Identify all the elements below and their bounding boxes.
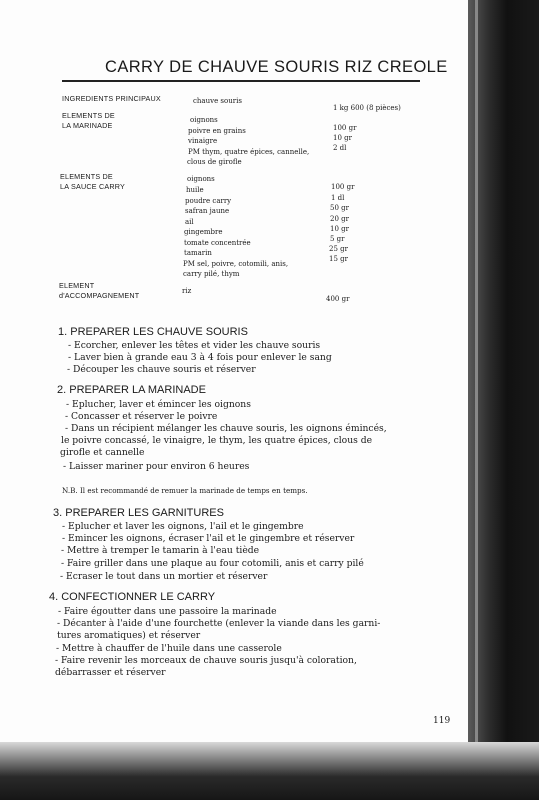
step-line: - Dans un récipient mélanger les chauve souris, les oignons émincés, [65, 423, 387, 434]
ingredient-item: carry pilé, thym [183, 270, 240, 278]
ingredient-qty: 10 gr [333, 134, 352, 142]
ingredient-qty: 1 dl [331, 194, 345, 202]
step-line: - Faire griller dans une plaque au four cotomili, anis et carry pilé [61, 558, 364, 569]
book-spine [468, 0, 539, 800]
ingredient-qty: 15 gr [329, 255, 348, 263]
step-line: - Laisser mariner pour environ 6 heures [63, 461, 250, 472]
step-line: - Faire égoutter dans une passoire la marinade [58, 606, 277, 617]
step-line: - Mettre à chauffer de l'huile dans une casserole [56, 643, 282, 654]
ingredient-qty: 1 kg 600 (8 pièces) [333, 104, 401, 112]
step-line: - Décanter à l'aide d'une fourchette (enlever la viande dans les garni- [57, 618, 381, 629]
section-label-sauce: ELEMENTS DE LA SAUCE CARRY [60, 172, 125, 191]
page-bottom-shadow [0, 742, 539, 800]
ingredient-item: PM sel, poivre, cotomili, anis, [183, 260, 289, 268]
step-line: - Faire revenir les morceaux de chauve souris jusqu'à coloration, [55, 655, 357, 666]
step-line: débarrasser et réserver [55, 667, 166, 678]
step-line: - Ecraser le tout dans un mortier et réserver [60, 571, 268, 582]
ingredient-item: chauve souris [193, 97, 242, 105]
step-line: - Mettre à tremper le tamarin à l'eau tiède [61, 545, 260, 556]
ingredient-item: tamarin [184, 249, 212, 257]
step-line: - Concasser et réserver le poivre [65, 411, 218, 422]
step-line: tures aromatiques) et réserver [57, 630, 201, 641]
ingredient-item: vinaigre [188, 137, 218, 145]
ingredient-item: riz [182, 287, 192, 295]
step-line: - Eplucher, laver et émincer les oignons [66, 399, 251, 410]
step-heading: 1. PREPARER LES CHAUVE SOURIS [58, 326, 248, 338]
ingredient-qty: 400 gr [326, 295, 350, 303]
step-line: girofle et cannelle [60, 447, 145, 458]
step-line: - Emincer les oignons, écraser l'ail et le gingembre et réserver [62, 533, 355, 544]
step-line: - Découper les chauve souris et réserver [67, 364, 256, 375]
step-line: - Ecorcher, enlever les têtes et vider les chauve souris [68, 340, 321, 351]
ingredient-qty: 10 gr [330, 225, 349, 233]
note: N.B. Il est recommandé de remuer la marinade de temps en temps. [62, 486, 308, 495]
ingredient-item: clous de girofle [187, 158, 242, 166]
page-number: 119 [433, 716, 451, 726]
ingredient-qty: 100 gr [331, 183, 355, 191]
ingredient-item: poivre en grains [188, 127, 246, 135]
title-rule [62, 80, 420, 82]
ingredient-qty: 5 gr [330, 235, 345, 243]
step-line: - Laver bien à grande eau 3 à 4 fois pour enlever le sang [68, 352, 332, 363]
ingredient-item: PM thym, quatre épices, cannelle, [188, 148, 310, 156]
section-label-principaux: INGREDIENTS PRINCIPAUX [62, 94, 161, 103]
ingredient-item: poudre carry [185, 197, 232, 205]
recipe-title: CARRY DE CHAUVE SOURIS RIZ CREOLE [105, 58, 448, 76]
step-line: - Eplucher et laver les oignons, l'ail et le gingembre [62, 521, 304, 532]
ingredient-item: oignons [187, 175, 215, 183]
section-label-marinade: ELEMENTS DE LA MARINADE [62, 111, 115, 130]
ingredient-item: gingembre [184, 228, 223, 236]
ingredient-item: ail [185, 218, 194, 226]
spine-edge [475, 0, 478, 800]
ingredient-qty: 25 gr [329, 245, 348, 253]
ingredient-item: oignons [190, 116, 218, 124]
step-heading: 2. PREPARER LA MARINADE [57, 384, 206, 396]
ingredient-item: safran jaune [185, 207, 230, 215]
ingredient-qty: 100 gr [333, 124, 357, 132]
step-heading: 3. PREPARER LES GARNITURES [53, 507, 224, 519]
ingredient-item: huile [186, 186, 204, 194]
ingredient-qty: 50 gr [330, 204, 349, 212]
ingredient-item: tomate concentrée [184, 239, 251, 247]
step-line: le poivre concassé, le vinaigre, le thym, les quatre épices, clous de [61, 435, 373, 446]
section-label-accompagnement: ELEMENT d'ACCOMPAGNEMENT [59, 281, 140, 300]
step-heading: 4. CONFECTIONNER LE CARRY [49, 591, 216, 603]
ingredient-qty: 20 gr [330, 215, 349, 223]
ingredient-qty: 2 dl [333, 144, 347, 152]
